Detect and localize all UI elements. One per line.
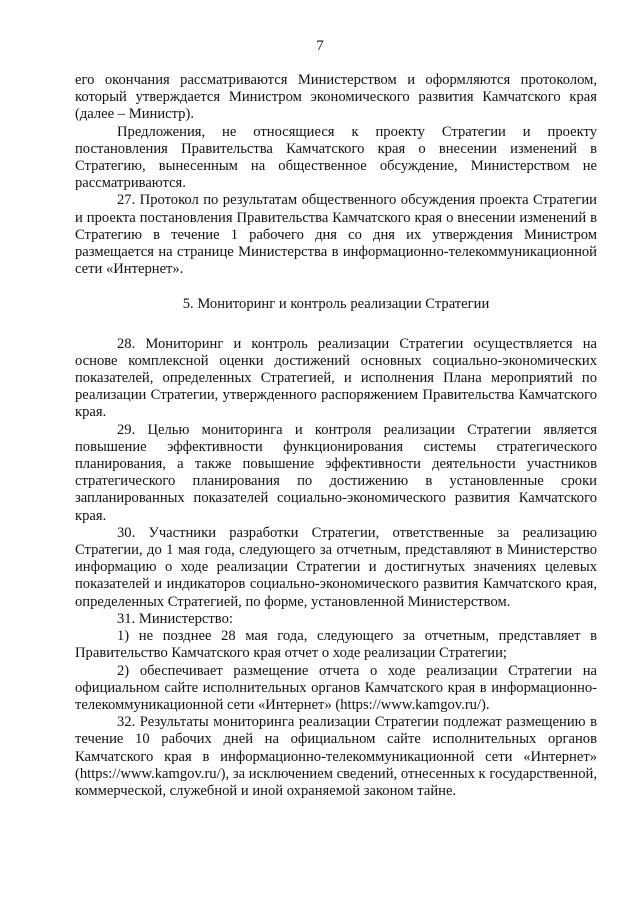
- paragraph-30: 30. Участники разработки Стратегии, ответственные за реализацию Стратегии, до 1 мая года, следующего за отчетным, представляют в Министерство информацию о ходе реализации Стратегии и достигнутых значениях целевых показателей и индикаторов социально-экономического развития Камчатского края, определенных Стратегией, по форме, установленной Министерством.: [75, 524, 597, 610]
- section-heading: 5. Мониторинг и контроль реализации Стратегии: [182, 296, 490, 313]
- paragraph-31-item-1: 1) не позднее 28 мая года, следующего за отчетным, представляет в Правительство Камчатского края отчет о ходе реализации Стратегии;: [75, 628, 597, 662]
- paragraph-27: 27. Протокол по результатам общественного обсуждения проекта Стратегии и проекта постановления Правительства Камчатского края о внесении изменений в Стратегию в течение 1 рабочего дня со дня их утверждения Министром размещается на странице Министерства в информационно-телекоммуникационной сети «Интернет».: [75, 192, 597, 278]
- paragraph-31: 31. Министерство:: [117, 610, 233, 627]
- paragraph-28: 28. Мониторинг и контроль реализации Стратегии осуществляется на основе комплексной оценки достижений основных социально-экономических показателей, определенных Стратегией, и исполнения Плана мероприятий по реализации Стратегии, утвержденного распоряжением Правительства Камчатского края.: [75, 335, 597, 421]
- paragraph-continuation: его окончания рассматриваются Министерством и оформляются протоколом, который утверждается Министром экономического развития Камчатского края (далее – Министр).: [75, 72, 597, 123]
- paragraph-31-item-2: 2) обеспечивает размещение отчета о ходе реализации Стратегии на официальном сайте исполнительных органов Камчатского края в информационно-телекоммуникационной сети «Интернет» (https://www.kamgov.ru/).: [75, 662, 597, 713]
- paragraph-32: 32. Результаты мониторинга реализации Стратегии подлежат размещению в течение 10 рабочих дней на официальном сайте исполнительных органов Камчатского края в информационно-телекоммуникационной сети «Интернет» (https://www.kamgov.ru/), за исключением сведений, отнесенных к государственной, коммерческой, служебной и иной охраняемой законом тайне.: [75, 714, 597, 799]
- document-body: [75, 72, 597, 800]
- paragraph-29: 29. Целью мониторинга и контроля реализации Стратегии является повышение эффективности функционирования системы стратегического планирования, а также повышение эффективности деятельности участников стратегического планирования по достижению в установленные сроки запланированных показателей социально-экономического развития Камчатского края.: [75, 421, 597, 524]
- paragraph-proposals: Предложения, не относящиеся к проекту Стратегии и проекту постановления Правительства Камчатского края о внесении изменений в Стратегию, вынесенным на общественное обсуждение, Министерством не рассматриваются.: [75, 123, 597, 192]
- page-number: 7: [316, 38, 324, 54]
